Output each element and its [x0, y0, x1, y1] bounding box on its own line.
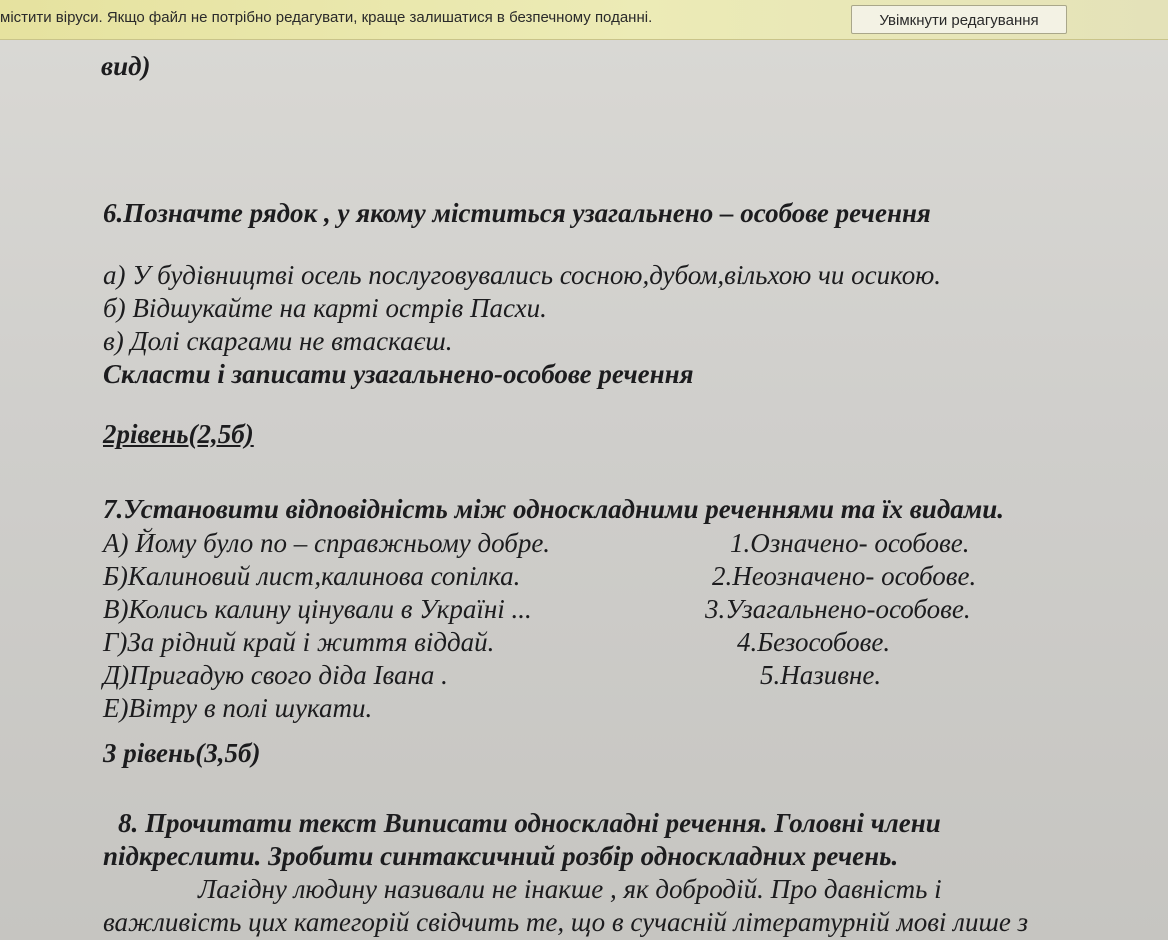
task6-instruction: Скласти і записати узагальнено-особове речення — [103, 359, 694, 389]
task7-sentence-b: Б)Калиновий лист,калинова сопілка. — [103, 561, 521, 591]
protected-view-bar — [0, 0, 1168, 40]
task6-option-a: а) У будівництві осель послуговувались сосною,дубом,вільхою чи осикою. — [103, 260, 942, 290]
task7-type-3: 3.Узагальнено-особове. — [705, 594, 971, 624]
task8-heading-line-1: 8. Прочитати текст Виписати односкладні речення. Головні члени — [118, 808, 941, 838]
task8-text-line-2: важливість цих категорій свідчить те, що в сучасній літературній мові лише з — [103, 907, 1029, 937]
task7-type-1: 1.Означено- особове. — [730, 528, 970, 558]
task6-option-c: в) Долі скаргами не втаскаєш. — [103, 326, 453, 356]
task6-option-b: б) Відшукайте на карті острів Пасхи. — [103, 293, 547, 323]
task7-sentence-d: Г)За рідний край і життя віддай. — [103, 627, 495, 657]
task7-heading: 7.Установити відповідність між односкладними реченнями та їх видами. — [103, 494, 1004, 524]
task7-sentence-e: Д)Пригадую свого діда Івана . — [103, 660, 448, 690]
task7-sentence-c: В)Колись калину цінували в Україні ... — [103, 594, 532, 624]
task6-heading: 6.Позначте рядок , у якому міститься узагальнено – особове речення — [103, 198, 931, 228]
level-3-heading: 3 рівень(3,5б) — [103, 738, 261, 768]
document-page — [0, 40, 1168, 940]
task7-sentence-f: Е)Вітру в полі шукати. — [103, 693, 373, 723]
task7-sentence-a: А) Йому було по – справжньому добре. — [103, 528, 551, 558]
text-fragment: вид) — [101, 51, 151, 81]
task7-type-4: 4.Безособове. — [737, 627, 891, 657]
level-2-heading: 2рівень(2,5б) — [103, 419, 254, 449]
protected-view-message: містити віруси. Якщо файл не потрібно редагувати, краще залишатися в безпечному поданні. — [0, 9, 653, 26]
enable-editing-button[interactable]: Увімкнути редагування — [851, 5, 1067, 34]
task8-text-line-1: Лагідну людину називали не інакше , як добродій. Про давність і — [198, 874, 942, 904]
task7-type-5: 5.Називне. — [760, 660, 882, 690]
task8-heading-line-2: підкреслити. Зробити синтаксичний розбір односкладних речень. — [103, 841, 899, 871]
task7-type-2: 2.Неозначено- особове. — [712, 561, 977, 591]
